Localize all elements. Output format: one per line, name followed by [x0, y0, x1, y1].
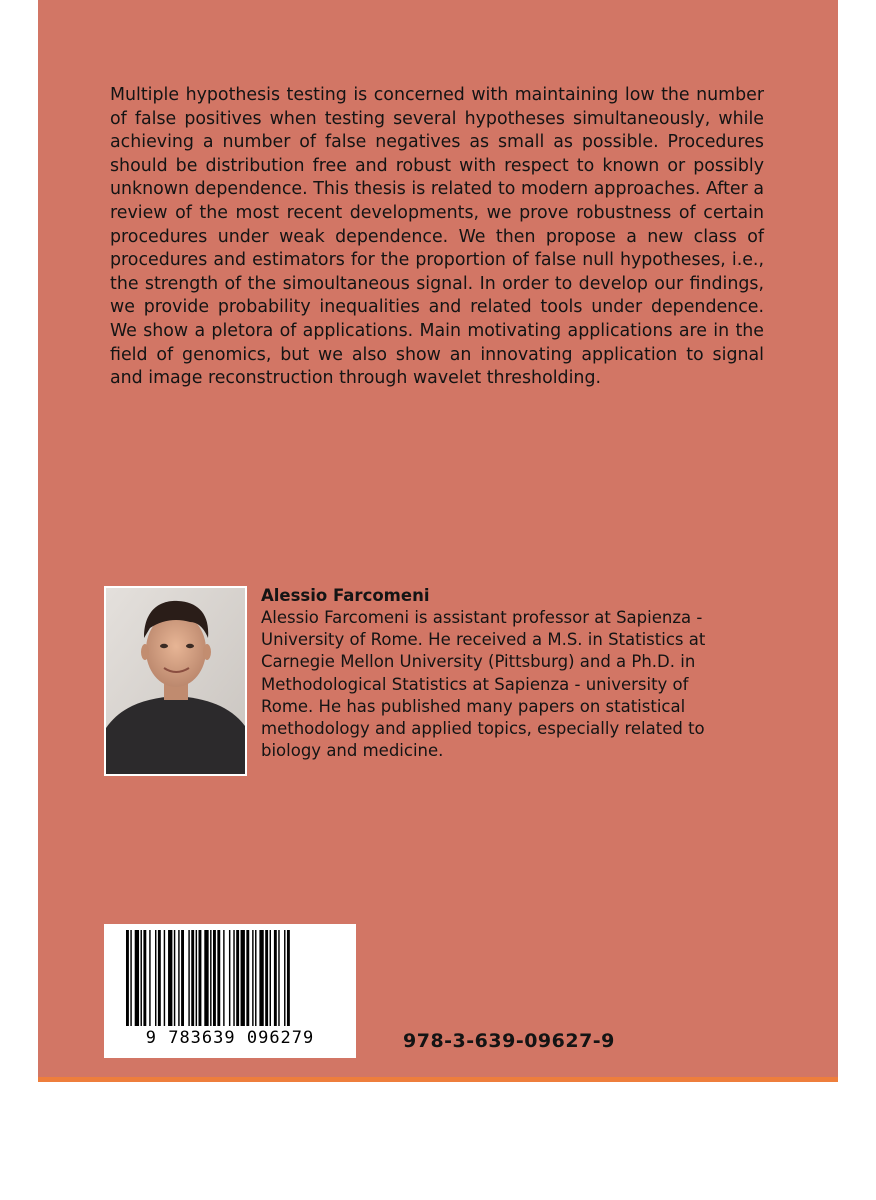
isbn-barcode — [104, 924, 356, 1058]
barcode-bar — [204, 930, 208, 1026]
barcode-bar — [210, 930, 211, 1026]
barcode-bar — [213, 930, 216, 1026]
barcode-bar — [143, 930, 146, 1026]
barcode-bar — [241, 930, 245, 1026]
barcode-bar — [233, 930, 234, 1026]
barcode-bar — [135, 930, 139, 1026]
barcode-bar — [178, 930, 179, 1026]
author-bio: Alessio Farcomeni is assistant professor at Sapienza - University of Rome. He received a M.S. in Statistics at Carnegie Mellon University (Pittsburg) and a Ph.D. in Methodological Statistics at Sapienza - university of Rome. He has published many papers on statistical methodology and applied topics, especially related to biology and medicine. — [261, 608, 706, 761]
barcode-bar — [130, 930, 131, 1026]
isbn-number: 978-3-639-09627-9 — [403, 1030, 615, 1052]
barcode-bar — [164, 930, 165, 1026]
bottom-accent-strip — [38, 1077, 838, 1082]
barcode-bar — [158, 930, 161, 1026]
barcode-bar — [223, 930, 224, 1026]
barcode-bar — [274, 930, 277, 1026]
barcode-bar — [252, 930, 253, 1026]
barcode-bar — [181, 930, 184, 1026]
barcode-bar — [255, 930, 256, 1026]
barcode-bar — [126, 930, 129, 1026]
barcode-bar — [188, 930, 189, 1026]
barcode-bar — [265, 930, 268, 1026]
barcode-bar — [278, 930, 279, 1026]
barcode-bar — [287, 930, 290, 1026]
barcode-bar — [191, 930, 194, 1026]
barcode-bar — [199, 930, 202, 1026]
author-photo — [104, 586, 247, 776]
barcode-bar — [174, 930, 175, 1026]
barcode-digits: 9 783639 096279 — [145, 1028, 315, 1048]
barcode-bar — [284, 930, 285, 1026]
barcode-bar — [155, 930, 156, 1026]
barcode-bar — [196, 930, 197, 1026]
barcode-bar — [168, 930, 172, 1026]
barcode-bar — [229, 930, 230, 1026]
barcode-bar — [141, 930, 142, 1026]
barcode-bar — [246, 930, 249, 1026]
barcode-bar — [149, 930, 150, 1026]
barcode-bars — [104, 924, 356, 1028]
barcode-bar — [259, 930, 263, 1026]
abstract-text: Multiple hypothesis testing is concerned with maintaining low the number of false positives when testing several hypotheses simultaneously, while achieving a number of false negatives as small as possible. Procedures should be distribution free and robust with respect to known or possibly unknown dependence. This thesis is related to modern approaches. After a review of the most recent developments, we prove robustness of certain procedures under weak dependence. We then propose a new class of procedures and estimators for the proportion of false null hypotheses, i.e., the strength of the simoultaneous signal. In order to develop our findings, we provide probability inequalities and related tools under dependence. We show a pletora of applications. Main motivating applications are in the field of genomics, but we also show an innovating application to signal and image reconstruction through wavelet thresholding. — [110, 85, 764, 389]
barcode-bar — [217, 930, 220, 1026]
barcode-bar — [270, 930, 271, 1026]
author-name: Alessio Farcomeni — [261, 586, 430, 605]
barcode-bar — [236, 930, 239, 1026]
